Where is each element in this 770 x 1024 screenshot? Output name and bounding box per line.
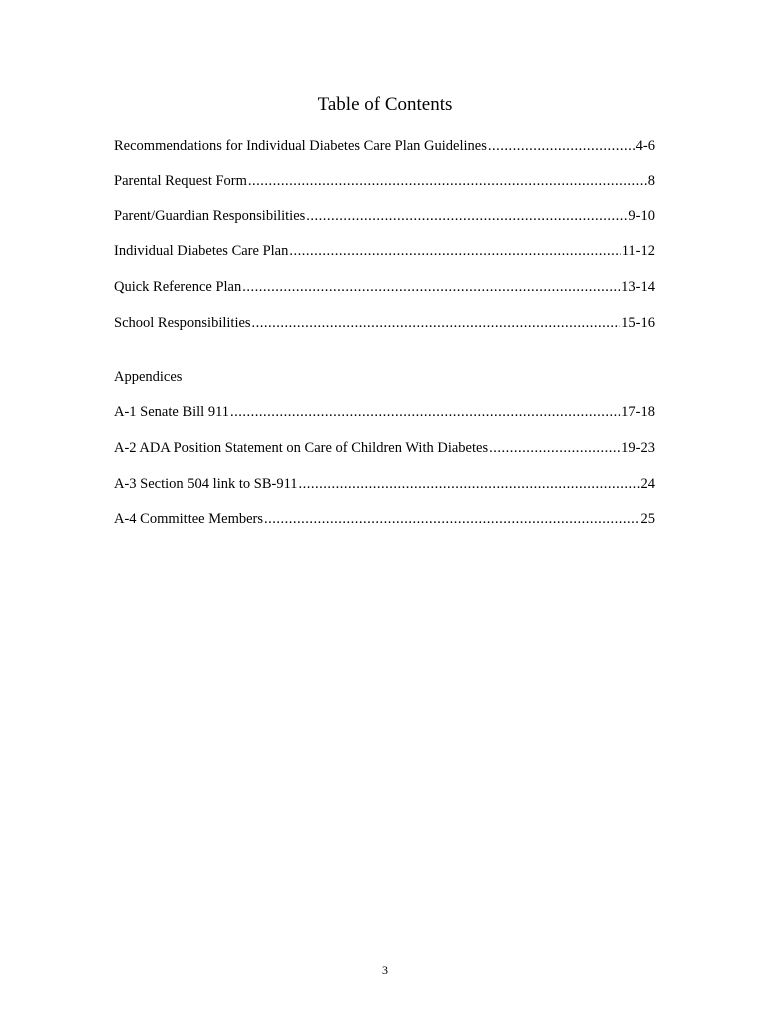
appendix-entry (114, 403, 655, 421)
toc-entry-label: Parent/Guardian Responsibilities (114, 208, 306, 224)
appendix-entry (114, 510, 655, 528)
dot-leader (230, 403, 620, 421)
toc-entry-pages: 13-14 (621, 279, 655, 295)
dot-leader (248, 172, 647, 190)
toc-entry-pages: 11-12 (621, 243, 655, 259)
dot-leader (488, 137, 635, 155)
page-number: 3 (382, 963, 388, 977)
dot-leader (289, 242, 620, 260)
toc-entry (114, 242, 655, 260)
appendix-entry-label: A-2 ADA Position Statement on Care of Children With Diabetes (114, 440, 489, 456)
toc-entry-label: Quick Reference Plan (114, 279, 242, 295)
appendix-entry-pages: 17-18 (621, 404, 655, 420)
page-title: Table of Contents (317, 94, 453, 115)
toc-entry-label: Parental Request Form (114, 173, 247, 189)
appendix-entry-label: A-1 Senate Bill 911 (114, 404, 230, 420)
toc-entry-pages: 15-16 (621, 315, 655, 331)
dot-leader (299, 475, 640, 493)
toc-entry (114, 172, 655, 190)
toc-entry-pages: 4-6 (635, 138, 655, 154)
toc-entry (114, 278, 655, 296)
appendices-heading: Appendices (114, 369, 183, 385)
appendix-entry (114, 439, 655, 457)
appendix-entry-pages: 25 (640, 511, 655, 527)
toc-entry (114, 137, 655, 155)
dot-leader (489, 439, 620, 457)
appendix-entry-label: A-3 Section 504 link to SB-911 (114, 476, 298, 492)
toc-entry-label: Recommendations for Individual Diabetes Care Plan Guidelines (114, 138, 487, 154)
toc-entry-pages: 8 (647, 173, 655, 189)
toc-entry-label: School Responsibilities (114, 315, 251, 331)
appendix-entry-pages: 24 (640, 476, 655, 492)
toc-entry (114, 314, 655, 332)
dot-leader (242, 278, 620, 296)
appendix-entry-label: A-4 Committee Members (114, 511, 264, 527)
toc-entry (114, 207, 655, 225)
dot-leader (306, 207, 627, 225)
appendix-entry-pages: 19-23 (621, 440, 655, 456)
appendix-entry (114, 475, 655, 493)
toc-entry-pages: 9-10 (628, 208, 655, 224)
toc-entry-label: Individual Diabetes Care Plan (114, 243, 289, 259)
dot-leader (264, 510, 639, 528)
dot-leader (252, 314, 621, 332)
